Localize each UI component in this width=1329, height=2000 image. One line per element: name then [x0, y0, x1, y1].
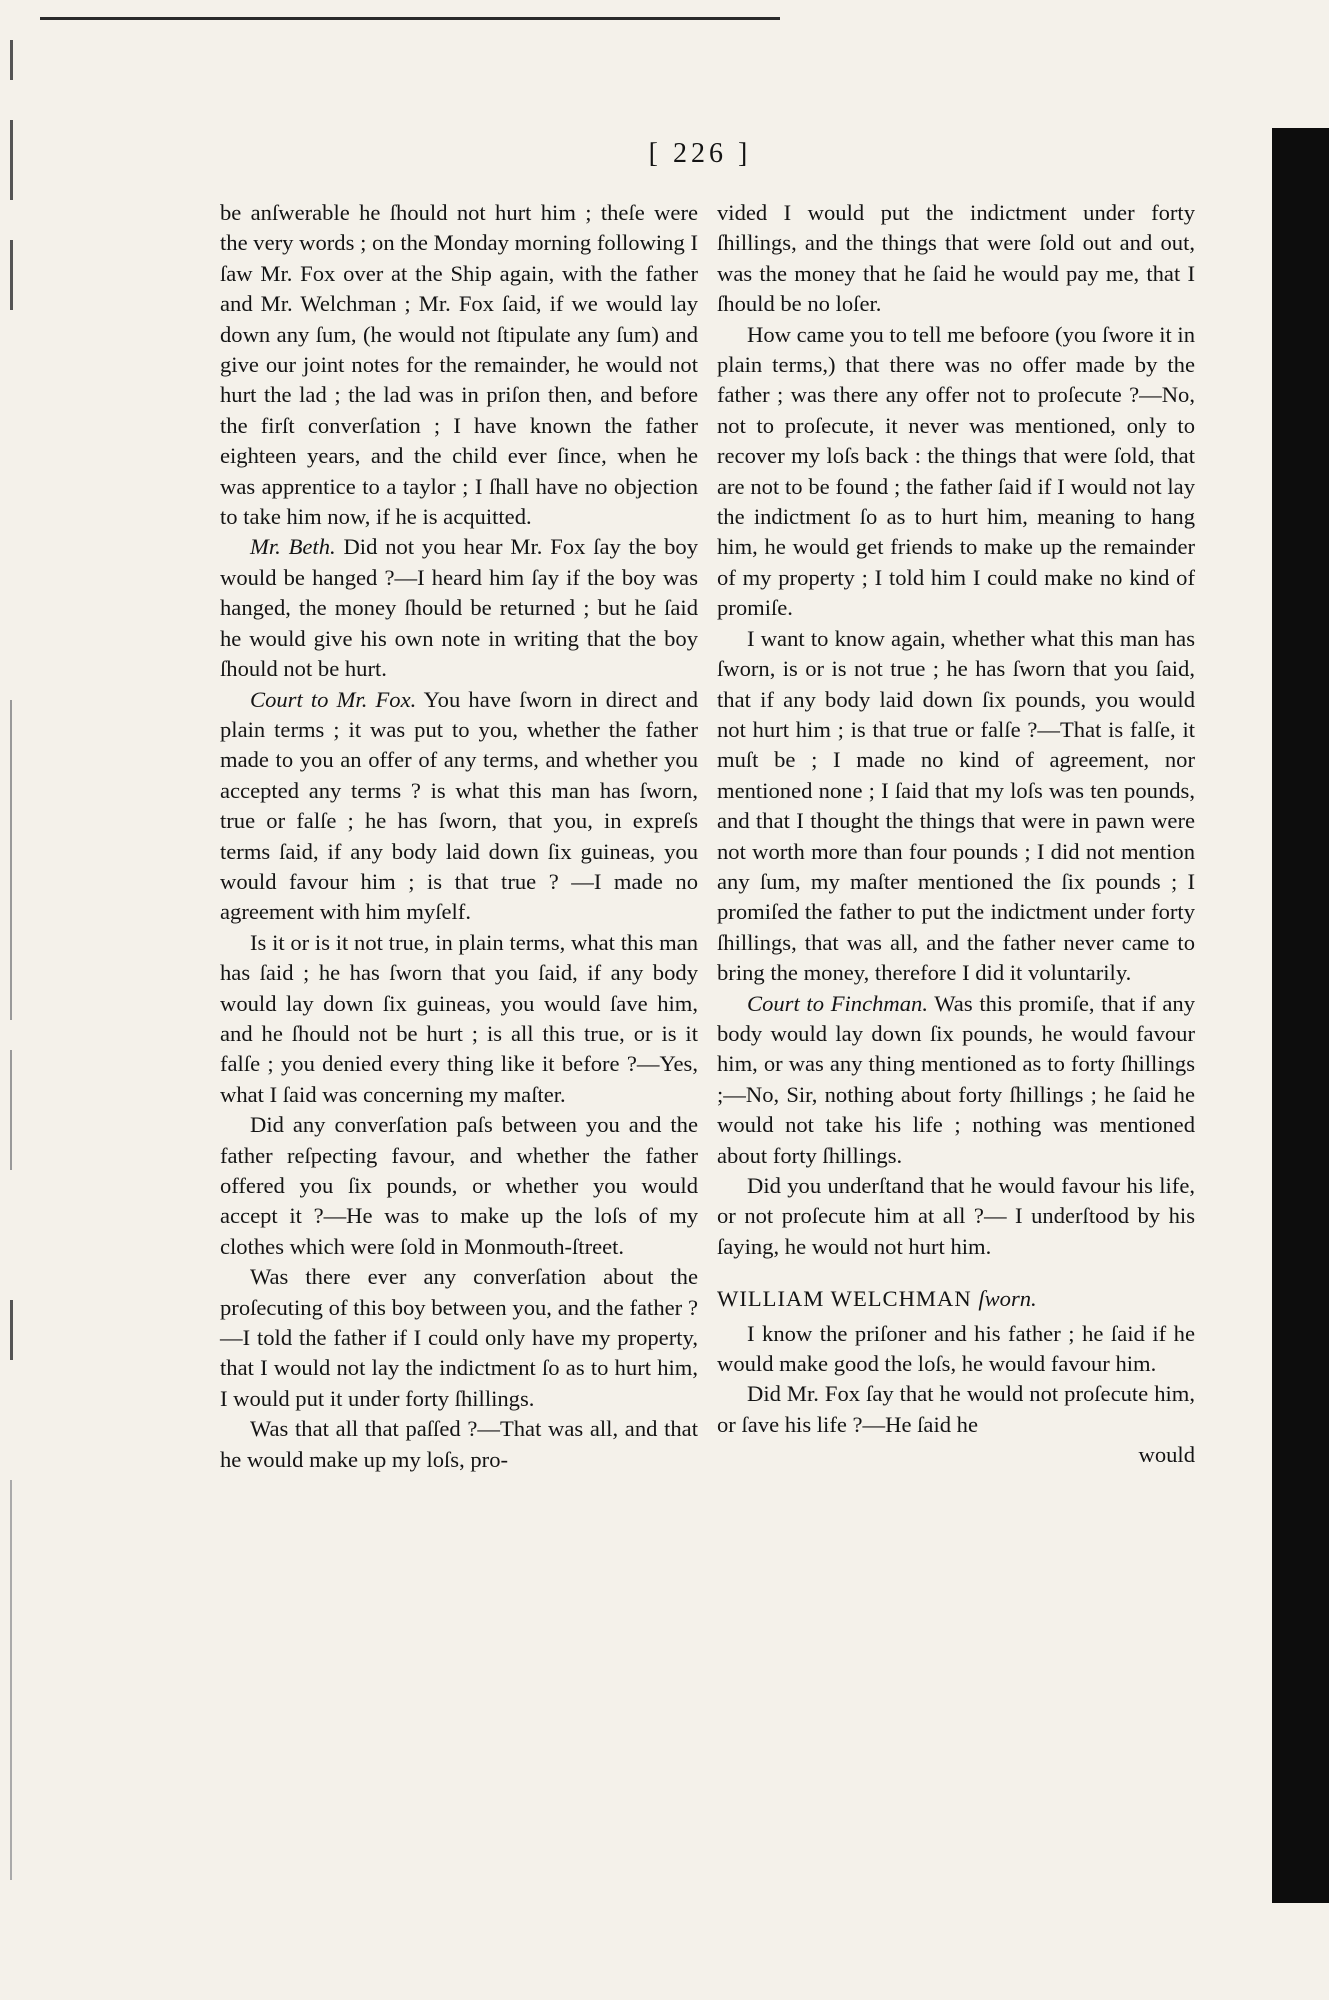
paragraph-text: I want to know again, whether what this man has ſworn, is or is not true ; he has ſworn that you ſaid, that if any body laid down ſix pounds, you would not hurt him ; is that true or falſe ?—That is falſe, it muſt be ; I made no kind of agreement, nor mentioned none ; I ſaid that my loſs was ten pounds, and that I thought the things that were in pawn were not worth more than four pounds ; I did not mention any ſum, my maſter mentioned the ſix pounds ; I promiſed the father to put the indictment under forty ſhillings, that was all, and the father never came to bring the money, therefore I did it voluntarily.: [717, 625, 1195, 986]
paragraph: [220, 685, 698, 928]
paragraph-text: Was this promiſe, that if any body would lay down ſix pounds, he would favour him, or was any thing mentioned as to forty ſhillings ;—No, Sir, nothing about forty ſhillings ; he ſaid he would not take his life ; nothing was mentioned about forty ſhillings.: [717, 990, 1195, 1168]
paragraph: [220, 1262, 698, 1414]
paragraph-text: Did you underſtand that he would favour his life, or not proſecute him at all ?— I underſtood by his ſaying, he would not hurt him.: [717, 1173, 1195, 1259]
gutter-mark: [10, 1050, 12, 1170]
paragraph: [717, 198, 1195, 320]
gutter-mark: [10, 1300, 13, 1360]
witness-heading: [717, 1284, 1195, 1314]
paragraph: [220, 1414, 698, 1475]
paragraph-text: Was there ever any converſation about the proſecuting of this boy between you, and the father ?—I told the father if I could only have my property, that I would not lay the indictment ſo as to hurt him, I would put it under forty ſhillings.: [220, 1264, 698, 1411]
speaker-label: Court to Finchman.: [747, 990, 928, 1016]
paragraph: [717, 989, 1195, 1171]
scan-edge-bar: [1272, 128, 1329, 1903]
gutter-mark: [10, 120, 13, 200]
speaker-label: Court to Mr. Fox.: [250, 686, 417, 712]
paragraph-text: Is it or is it not true, in plain terms, what this man has ſaid ; he has ſworn that you ſaid, if any body would lay down ſix guineas, you would ſave him, and he ſhould not be hurt ; is all this true, or is it falſe ; you denied every thing like it before ?—Yes, what I ſaid was concerning my maſter.: [220, 929, 698, 1107]
left-column: [220, 198, 698, 1475]
paragraph-text: Did any converſation paſs between you and the father reſpecting favour, and whether the father offered you ſix pounds, or whether you would accept it ?—He was to make up the loſs of my clothes which were ſold in Monmouth-ſtreet.: [220, 1112, 698, 1259]
paragraph: [717, 1319, 1195, 1380]
right-column: [717, 198, 1195, 1471]
witness-name: WILLIAM WELCHMAN: [717, 1286, 972, 1312]
gutter-mark: [10, 1480, 12, 1880]
witness-status: ſworn.: [978, 1286, 1037, 1312]
paragraph-text: I know the priſoner and his father ; he ſaid if he would make good the loſs, he would favour him.: [717, 1320, 1195, 1377]
gutter-mark: [10, 240, 13, 310]
paragraph: [220, 928, 698, 1110]
paragraph: [220, 198, 698, 532]
paragraph: [717, 624, 1195, 989]
paragraph: [717, 1171, 1195, 1262]
scan-top-rule: [40, 17, 780, 20]
catchword: would: [1138, 1442, 1195, 1468]
paragraph-text: Was that all that paſſed ?—That was all, and that he would make up my loſs, pro-: [220, 1416, 698, 1472]
paragraph: [220, 532, 698, 684]
paragraph-text: How came you to tell me befoore (you ſwore it in plain terms,) that there was no offer made by the father ; was there any offer not to proſecute ?—No, not to proſecute, it never was mentioned, only to recover my loſs back : the things that were ſold, that are not to be found ; the father ſaid if I would not lay the indictment ſo as to hurt him, meaning to hang him, he would get friends to make up the remainder of my property ; I told him I could make no kind of promiſe.: [717, 321, 1195, 621]
paragraph: [717, 1379, 1195, 1440]
paragraph: [220, 1110, 698, 1262]
paragraph-text: be anſwerable he ſhould not hurt him ; theſe were the very words ; on the Monday morning following I ſaw Mr. Fox over at the Ship again, with the father and Mr. Welchman ; Mr. Fox ſaid, if we would lay down any ſum, (he would not ſtipulate any ſum) and give our joint notes for the remainder, he would not hurt the lad ; the lad was in priſon then, and before the firſt converſation ; I have known the father eighteen years, and the child ever ſince, when he was apprentice to a taylor ; I ſhall have no objection to take him now, if he is acquitted.: [220, 200, 698, 530]
speaker-label: Mr. Beth.: [250, 534, 336, 560]
paragraph: [717, 320, 1195, 624]
paragraph-text: You have ſworn in direct and plain terms ; it was put to you, whether the father made to you an offer of any terms, and whether you accepted any terms ? is what this man has ſworn, true or falſe ; he has ſworn, that you, in expreſs terms ſaid, if any body laid down ſix guineas, you would favour him ; is that true ? —I made no agreement with him myſelf.: [220, 686, 698, 925]
page-number: [ 226 ]: [648, 138, 752, 169]
paragraph-text: Did Mr. Fox ſay that he would not proſecute him, or ſave his life ?—He ſaid he: [717, 1381, 1195, 1437]
paragraph-text: Did not you hear Mr. Fox ſay the boy would be hanged ?—I heard him ſay if the boy was hanged, the money ſhould be returned ; but he ſaid he would give his own note in writing that the boy ſhould not be hurt.: [220, 534, 698, 682]
gutter-mark: [10, 700, 12, 1020]
gutter-mark: [10, 40, 13, 80]
binding-gutter: [0, 0, 60, 2000]
paragraph-text: vided I would put the indictment under forty ſhillings, and the things that were ſold out and out, was the money that he ſaid he would pay me, that I ſhould be no loſer.: [717, 200, 1195, 317]
